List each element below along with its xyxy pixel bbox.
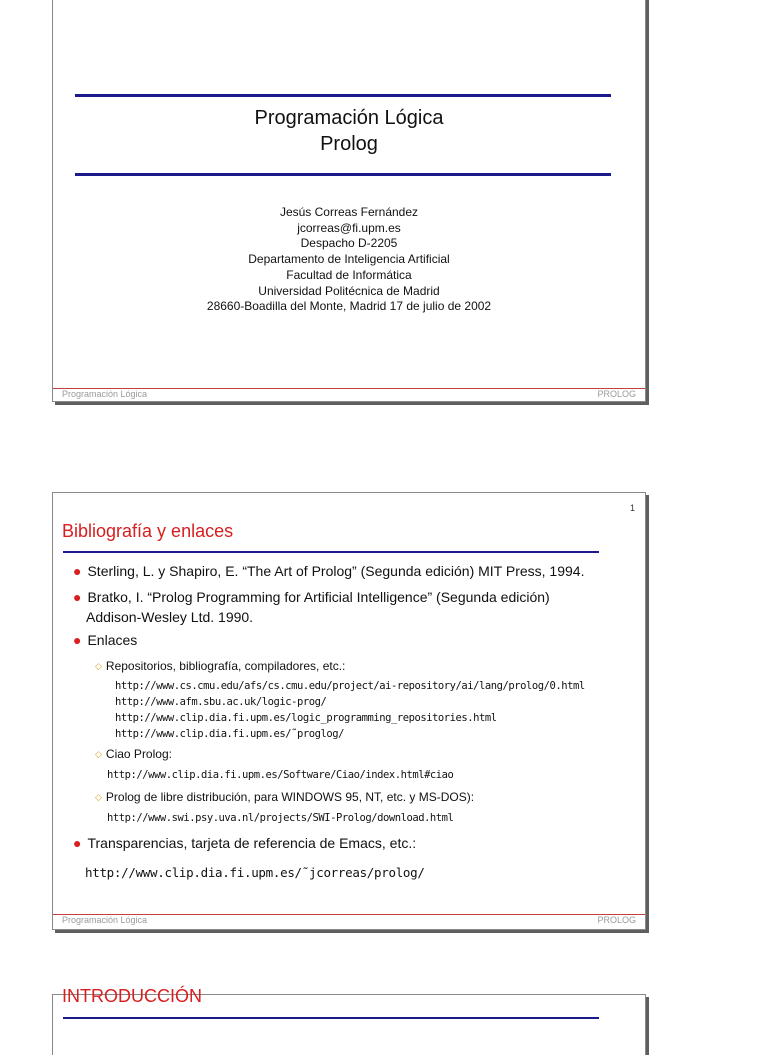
bibliography-slide bbox=[52, 492, 646, 930]
diamond-bullet-icon: ◇ bbox=[95, 661, 102, 671]
author-university: Universidad Politécnica de Madrid bbox=[258, 283, 440, 298]
bullet-dot-icon: ● bbox=[73, 835, 82, 851]
bullet-sterling: ● Sterling, L. y Shapiro, E. “The Art of Prolog” (Segunda edición) MIT Press, 1994. bbox=[73, 563, 585, 579]
bullet-dot-icon: ● bbox=[73, 589, 82, 605]
author-office: Despacho D-2205 bbox=[300, 236, 398, 251]
title-top-rule bbox=[75, 94, 611, 97]
slide-title-line2: Prolog bbox=[320, 133, 378, 155]
slide-heading: Bibliografía y enlaces bbox=[62, 521, 234, 541]
heading-rule bbox=[63, 1017, 599, 1019]
link-jcorreas-prolog[interactable]: http://www.clip.dia.fi.upm.es/˜jcorreas/prolog/ bbox=[85, 865, 425, 880]
bullet-dot-icon: ● bbox=[73, 632, 82, 648]
title-slide bbox=[52, 0, 646, 402]
sub-bullet-swi: ◇ Prolog de libre distribución, para WINDOWS 95, NT, etc. y MS-DOS): bbox=[95, 790, 475, 804]
introduction-slide bbox=[52, 986, 646, 1055]
footer-topic: PROLOG bbox=[597, 915, 636, 925]
sub-bullet-ciao: ◇ Ciao Prolog: bbox=[95, 747, 172, 761]
diamond-bullet-icon: ◇ bbox=[95, 792, 102, 802]
sub-bullet-repositories: ◇ Repositorios, bibliografía, compiladores, etc.: bbox=[95, 659, 346, 673]
bullet-dot-icon: ● bbox=[73, 563, 82, 579]
bullet-bratko-cont: Addison-Wesley Ltd. 1990. bbox=[86, 609, 254, 625]
diamond-bullet-icon: ◇ bbox=[95, 749, 102, 759]
slide-heading: INTRODUCCIÓN bbox=[62, 986, 202, 1006]
link-swi-prolog[interactable]: http://www.swi.psy.uva.nl/projects/SWI-Prolog/download.html bbox=[107, 812, 454, 824]
author-name: Jesús Correas Fernández bbox=[279, 205, 419, 219]
link-afm-logic-prog[interactable]: http://www.afm.sbu.ac.uk/logic-prog/ bbox=[115, 696, 327, 708]
bullet-bratko: ● Bratko, I. “Prolog Programming for Artificial Intelligence” (Segunda edición) bbox=[73, 589, 550, 605]
title-bottom-rule bbox=[75, 173, 611, 176]
footer-course: Programación Lógica bbox=[62, 389, 148, 399]
footer-course: Programación Lógica bbox=[62, 915, 148, 925]
link-ciao-prolog[interactable]: http://www.clip.dia.fi.upm.es/Software/Ciao/index.html#ciao bbox=[107, 769, 454, 781]
author-block bbox=[53, 205, 645, 315]
author-email: jcorreas@fi.upm.es bbox=[297, 220, 401, 235]
author-location-date: 28660-Boadilla del Monte, Madrid 17 de julio de 2002 bbox=[206, 299, 492, 314]
footer-topic: PROLOG bbox=[597, 389, 636, 399]
slide-title-line1: Programación Lógica bbox=[254, 107, 444, 129]
heading-rule bbox=[63, 551, 599, 553]
link-cmu-repository[interactable]: http://www.cs.cmu.edu/afs/cs.cmu.edu/project/ai-repository/ai/lang/prolog/0.html bbox=[115, 680, 585, 692]
bullet-transparencias: ● Transparencias, tarjeta de referencia de Emacs, etc.: bbox=[73, 835, 417, 851]
page-number: 1 bbox=[629, 503, 635, 513]
link-clip-repositories[interactable]: http://www.clip.dia.fi.upm.es/logic_programming_repositories.html bbox=[115, 712, 497, 724]
author-department: Departamento de Inteligencia Artificial bbox=[248, 252, 450, 267]
link-clip-proglog[interactable]: http://www.clip.dia.fi.upm.es/˜proglog/ bbox=[115, 728, 344, 740]
author-faculty: Facultad de Informática bbox=[286, 267, 412, 282]
bullet-enlaces: ● Enlaces bbox=[73, 632, 138, 648]
